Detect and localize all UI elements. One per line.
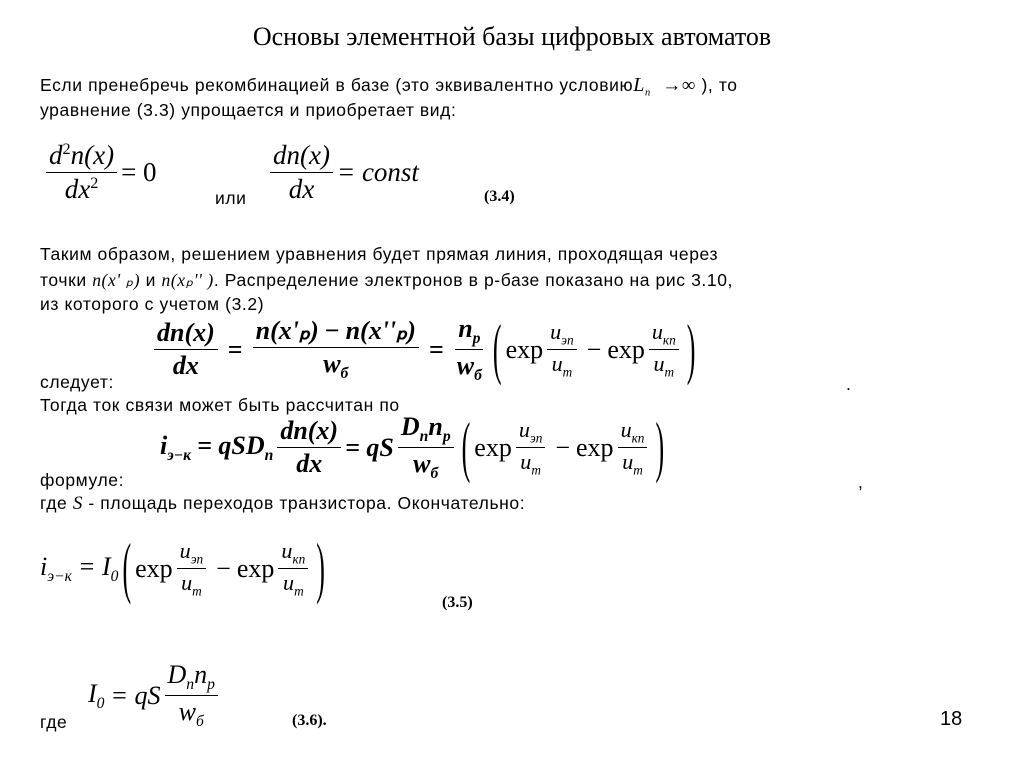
point2: n(xₚ'' ) [161, 270, 214, 290]
para1-end: ), то [701, 75, 738, 95]
eq35-formula: $i_{э-к}$ = $I_0$ ( exp $\frac{u_{эп}}{u_m}$ − exp $\frac{u_{кп}}{u_m}$ ) [40, 529, 325, 606]
para2-line1: Таким образом, решением уравнения будет прямая линия, проходящая через [40, 244, 719, 264]
point1: n(x' ₚ) [92, 270, 141, 290]
eq34-const: = const [336, 157, 419, 187]
cond-L: L [633, 74, 645, 96]
cond-arrow: →∞ [662, 75, 697, 96]
cond-n: n [644, 87, 651, 99]
eq34-left-fraction: $\frac{d^2n(x)}{dx^2}$ = 0 [42, 140, 157, 205]
eq34-right-fraction: $\frac{dn(x)}{dx}$ = const [266, 140, 419, 205]
page-number: 18 [940, 708, 963, 730]
slide-title: Основы элементной базы цифровых автоматов [252, 22, 772, 51]
eq36-formula: $I_0$ = qS $\frac{D_nn_p}{w_б}$ [88, 660, 222, 731]
formula-word: формуле: [40, 470, 125, 490]
para4: где S - площадь переходов транзистора. Окончательно: [40, 493, 526, 514]
para1-line1 [40, 74, 738, 99]
eq-dn-trail: . [846, 374, 852, 394]
para2-line2: точки n(x' ₚ) и n(xₚ'' ). Распределение электронов в р-базе показано на рис 3.10, [40, 270, 734, 290]
eq36-where: где [40, 712, 68, 732]
para1-text: Если пренебречь рекомбинацией в базе (это эквивалентно условию [40, 75, 634, 95]
para2-line3: из которого с учетом (3.2) [40, 294, 265, 314]
eq-i-formula: $i_{э-к}$ = qSD$_n$ $\frac{dn(x)}{dx}$ = qS $\frac{D_nn_p}{w_б}$ ( exp $\frac{u_{эп}}{u_m}$ − exp $\frac{u_{кп}}{u_m}$ ) [160, 408, 665, 485]
eq34-or: или [215, 188, 247, 208]
eq36-number: (3.6). [292, 712, 327, 729]
eq-i-trail: , [858, 472, 864, 492]
para1-line2: уравнение (3.3) упрощается и приобретает вид: [40, 100, 457, 120]
eq34-number: (3.4) [484, 188, 515, 205]
eq35-number: (3.5) [442, 594, 473, 611]
eq-dn-formula: $\frac{dn(x)}{dx}$ = $\frac{\text{n(x'ₚ) − n(x''ₚ)}}{w_б}$ = $\frac{n_p}{w_б}$ ( exp $\frac{u_{эп}}{u_m}$ − exp $\frac{u_{кп}}{u_m}$ ) [150, 314, 699, 385]
follows-text: следует: [40, 372, 114, 392]
eq34-equals-zero: = 0 [121, 157, 157, 187]
para3-line2: Тогда ток связи может быть рассчитан по [40, 395, 400, 415]
